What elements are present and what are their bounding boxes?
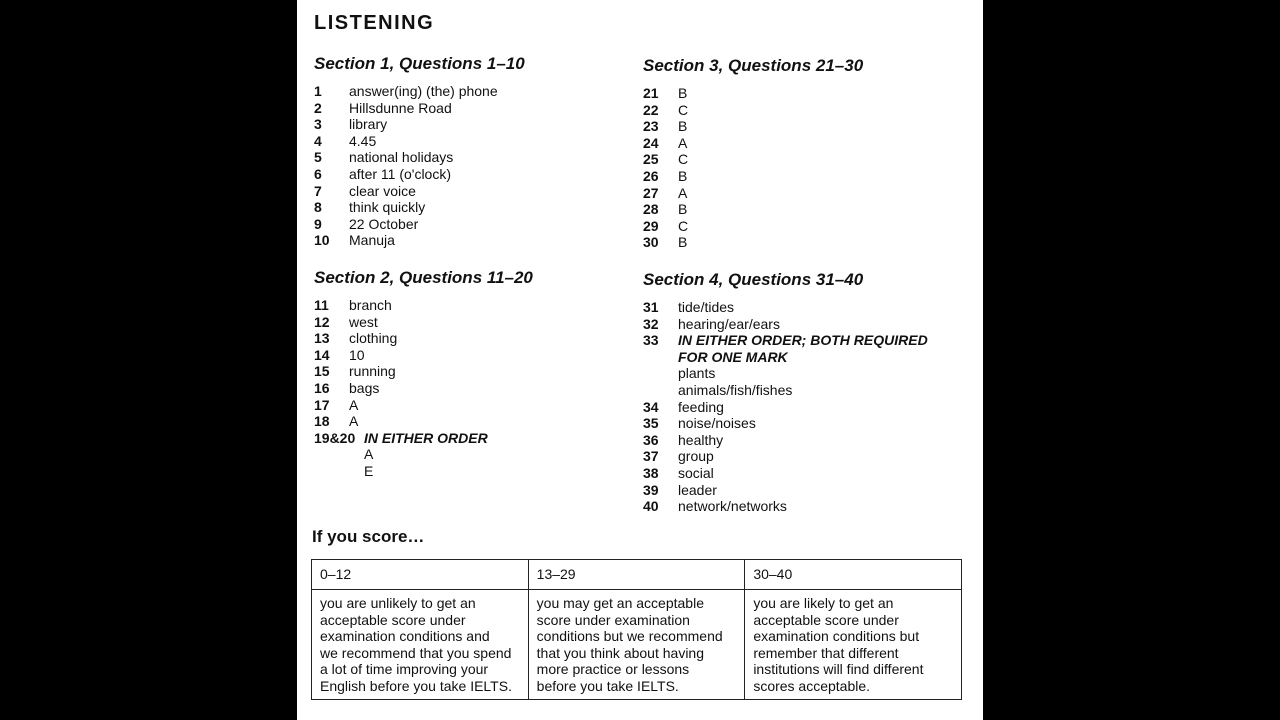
answer-row xyxy=(643,185,863,202)
score-band: 13–29 xyxy=(528,560,745,590)
score-heading: If you score… xyxy=(312,527,425,546)
answer-row xyxy=(314,314,533,331)
answer-text: clothing xyxy=(349,330,398,347)
description-line: conditions but we recommend xyxy=(536,628,723,645)
section-3 xyxy=(643,56,863,251)
answer-row xyxy=(314,347,533,364)
answer-text: A xyxy=(349,413,359,430)
question-number: 16 xyxy=(314,379,330,396)
question-number: 23 xyxy=(643,118,659,135)
question-number: 1 xyxy=(314,83,322,99)
answer-row-33 xyxy=(643,332,928,398)
question-number: 31 xyxy=(643,299,659,315)
section-2 xyxy=(314,268,533,480)
answer-text: B xyxy=(678,201,688,218)
question-number: 26 xyxy=(643,167,659,184)
answer-text: clear voice xyxy=(349,182,416,199)
answer-text: B xyxy=(678,118,688,135)
section-1 xyxy=(314,54,525,249)
answer-list xyxy=(643,85,863,251)
question-number: 8 xyxy=(314,199,322,216)
description-line: you may get an acceptable xyxy=(536,595,704,611)
answer-row xyxy=(643,234,863,251)
answer-row xyxy=(643,151,863,168)
answer-row xyxy=(314,133,525,150)
answer-option: animals/fish/fishes xyxy=(678,381,793,398)
section-heading: Section 4, Questions 31–40 xyxy=(643,270,864,289)
answer-row xyxy=(314,83,525,100)
answer-row xyxy=(314,216,525,233)
answer-row xyxy=(643,482,928,499)
answer-list xyxy=(643,299,928,515)
question-number: 10 xyxy=(314,232,330,249)
answer-row xyxy=(314,297,533,314)
answer-row xyxy=(643,498,928,515)
page-title: LISTENING xyxy=(314,12,435,34)
answer-text: Hillsdunne Road xyxy=(349,99,452,116)
answer-row-19-20 xyxy=(314,430,533,480)
answer-row xyxy=(314,183,525,200)
answer-note: IN EITHER ORDER; BOTH REQUIRED xyxy=(678,332,928,349)
answer-text: C xyxy=(678,101,689,118)
score-description xyxy=(312,590,529,700)
question-number: 5 xyxy=(314,149,322,166)
score-table xyxy=(311,559,962,700)
question-number: 25 xyxy=(643,151,659,168)
answer-row xyxy=(314,232,525,249)
answer-text: bags xyxy=(349,379,380,396)
answer-text: running xyxy=(349,363,396,380)
answer-text: tide/tides xyxy=(678,299,735,315)
answer-text: leader xyxy=(678,481,717,498)
question-number: 36 xyxy=(643,431,659,448)
question-number: 22 xyxy=(643,101,659,118)
score-band: 0–12 xyxy=(312,560,529,590)
question-number: 3 xyxy=(314,116,322,133)
answer-text: after 11 (o'clock) xyxy=(349,165,452,182)
answer-row xyxy=(643,102,863,119)
question-number: 21 xyxy=(643,85,659,101)
answer-text: 4.45 xyxy=(349,132,377,149)
question-number: 13 xyxy=(314,330,330,347)
answer-row xyxy=(314,199,525,216)
answer-text: A xyxy=(349,396,359,413)
answer-text: think quickly xyxy=(349,199,426,216)
answer-text: B xyxy=(678,85,688,101)
question-number: 37 xyxy=(643,448,659,465)
question-number: 12 xyxy=(314,313,330,330)
answer-list xyxy=(314,83,525,249)
answer-text: Manuja xyxy=(349,232,395,249)
question-number: 24 xyxy=(643,134,659,151)
answer-option: plants xyxy=(678,365,716,382)
answer-text: A xyxy=(678,184,688,201)
question-number: 11 xyxy=(314,297,329,313)
question-number: 18 xyxy=(314,413,330,430)
answer-note: FOR ONE MARK xyxy=(678,348,788,365)
answer-text: library xyxy=(349,116,388,133)
description-line: scores acceptable. xyxy=(753,677,871,694)
question-number: 33 xyxy=(643,332,659,349)
description-line: examination conditions but xyxy=(753,628,920,645)
question-number: 9 xyxy=(314,215,322,232)
question-number: 19&20 xyxy=(314,429,356,446)
answer-row xyxy=(314,166,525,183)
description-line: English before you take IELTS. xyxy=(320,677,512,694)
section-heading: Section 2, Questions 11–20 xyxy=(314,268,533,287)
description-line: a lot of time improving your xyxy=(320,661,489,678)
question-number: 29 xyxy=(643,217,659,234)
answer-text: hearing/ear/ears xyxy=(678,315,780,332)
answer-text: A xyxy=(678,134,688,151)
description-line: before you take IELTS. xyxy=(536,677,679,694)
question-number: 40 xyxy=(643,498,659,515)
answer-row xyxy=(314,413,533,430)
answer-text: B xyxy=(678,167,688,184)
answer-row xyxy=(643,218,863,235)
answer-row xyxy=(643,168,863,185)
answer-text: network/networks xyxy=(678,498,787,515)
answer-text: C xyxy=(678,217,689,234)
question-number: 4 xyxy=(314,132,322,149)
answer-row xyxy=(643,135,863,152)
answer-option: E xyxy=(364,462,374,479)
description-line: score under examination xyxy=(536,611,690,628)
answer-row xyxy=(643,399,928,416)
answer-row xyxy=(314,330,533,347)
score-description xyxy=(745,590,962,700)
question-number: 28 xyxy=(643,201,659,218)
answer-note: IN EITHER ORDER xyxy=(364,429,488,446)
answer-row xyxy=(314,100,525,117)
question-number: 39 xyxy=(643,481,659,498)
description-line: remember that different xyxy=(753,644,899,661)
question-number: 7 xyxy=(314,182,322,199)
score-description xyxy=(528,590,745,700)
question-number: 27 xyxy=(643,184,659,201)
answer-text: branch xyxy=(349,297,392,313)
answer-text: west xyxy=(349,313,378,330)
description-line: acceptable score under xyxy=(320,611,466,628)
answer-group xyxy=(678,332,928,398)
answer-text: national holidays xyxy=(349,149,454,166)
score-description-row xyxy=(312,590,962,700)
answer-text: 10 xyxy=(349,346,365,363)
question-number: 30 xyxy=(643,234,659,251)
score-band: 30–40 xyxy=(745,560,962,590)
answer-text: noise/noises xyxy=(678,415,756,432)
question-number: 14 xyxy=(314,346,330,363)
description-line: you are likely to get an xyxy=(753,595,894,611)
answer-text: healthy xyxy=(678,431,724,448)
question-number: 15 xyxy=(314,363,330,380)
answer-option: A xyxy=(364,446,374,463)
answer-list xyxy=(314,297,533,480)
answer-row xyxy=(643,201,863,218)
answer-row xyxy=(643,432,928,449)
answer-row xyxy=(643,299,928,316)
answer-row xyxy=(314,363,533,380)
answer-text: social xyxy=(678,464,714,481)
score-band-row xyxy=(312,560,962,590)
answer-row xyxy=(314,149,525,166)
description-line: we recommend that you spend xyxy=(320,644,512,661)
question-number: 34 xyxy=(643,398,659,415)
answer-group xyxy=(364,430,488,480)
section-heading: Section 1, Questions 1–10 xyxy=(314,54,525,73)
answer-key-page xyxy=(297,0,983,720)
question-number: 38 xyxy=(643,464,659,481)
answer-row xyxy=(314,116,525,133)
question-number: 2 xyxy=(314,99,322,116)
answer-row xyxy=(643,448,928,465)
answer-row xyxy=(643,316,928,333)
description-line: examination conditions and xyxy=(320,628,490,645)
answer-text: group xyxy=(678,448,714,465)
question-number: 32 xyxy=(643,315,659,332)
section-heading: Section 3, Questions 21–30 xyxy=(643,56,864,75)
description-line: more practice or lessons xyxy=(536,661,690,678)
answer-text: feeding xyxy=(678,398,724,415)
answer-row xyxy=(314,397,533,414)
description-line: that you think about having xyxy=(536,644,704,661)
answer-row xyxy=(643,465,928,482)
answer-row xyxy=(643,118,863,135)
description-line: institutions will find different xyxy=(753,661,924,678)
question-number: 17 xyxy=(314,396,330,413)
answer-row xyxy=(643,415,928,432)
question-number: 35 xyxy=(643,415,659,432)
answer-text: B xyxy=(678,234,688,251)
answer-row xyxy=(314,380,533,397)
answer-row xyxy=(643,85,863,102)
answer-text: C xyxy=(678,151,689,168)
answer-text: 22 October xyxy=(349,215,419,232)
section-4 xyxy=(643,270,928,515)
answer-text: answer(ing) (the) phone xyxy=(349,83,498,99)
description-line: acceptable score under xyxy=(753,611,899,628)
description-line: you are unlikely to get an xyxy=(320,595,476,611)
question-number: 6 xyxy=(314,165,322,182)
